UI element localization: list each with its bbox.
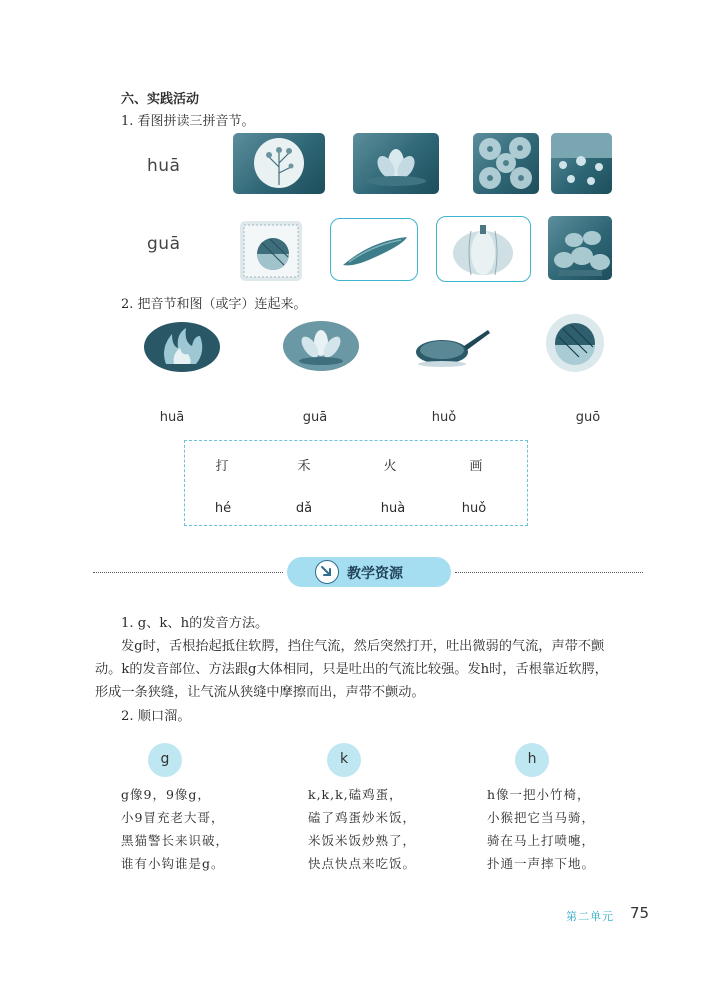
syllable-label: huā [159,410,185,425]
character-cell: 火 [383,459,397,474]
syllable-label: guō [575,410,601,425]
footer-unit: 第二单元 [566,910,614,923]
page-number: 75 [630,904,650,922]
letter-circle-g: g [148,743,182,777]
character-cell: 禾 [297,459,311,474]
rhyme-k [308,783,416,875]
row-guā-label: guā [147,234,181,254]
row-huā-label: huā [147,156,181,176]
character-pinyin-box [184,440,528,526]
rhyme-line: 黑猫警长来识破， [121,833,230,848]
lotus-icon [283,321,359,371]
task-2-title: 2. 把音节和图（或字）连起来。 [121,297,307,312]
rhyme-line: 小9冒充老大哥， [121,810,225,825]
flower-field-icon [551,133,612,194]
arrow-down-right-icon [315,560,339,584]
divider-right [455,572,643,573]
rhyme-line: k,k,k,磕鸡蛋， [308,787,403,802]
resource-item-1-title: 1. g、k、h的发音方法。 [121,616,269,631]
pinyin-cell: dǎ [295,501,313,516]
cucumber-icon [330,218,418,281]
watermelon-icon [545,313,605,373]
syllable-label: guā [302,410,328,425]
character-cell: 打 [215,459,229,474]
fire-icon [144,322,220,372]
watermelon-stamp-icon [240,221,302,281]
rhyme-line: 米饭米饭炒熟了， [308,833,417,848]
flower-painting-icon [233,133,325,194]
letter-circle-h: h [515,743,549,777]
frying-pan-icon [412,320,492,370]
pumpkin-icon [436,216,531,282]
rhyme-line: 小猴把它当马骑， [487,810,596,825]
letter-circle-k: k [327,743,361,777]
rhyme-line: 快点快点来吃饭。 [308,856,417,871]
section-title: 六、实践活动 [121,92,200,107]
resource-item-2-title: 2. 顺口溜。 [121,709,191,724]
pinyin-cell: hé [214,501,232,516]
syllable-label: huǒ [431,410,457,425]
rhyme-line: 扑通一声摔下地。 [487,856,596,871]
rhyme-line: 谁有小钩谁是g。 [121,856,225,871]
rhyme-line: h像一把小竹椅， [487,787,591,802]
rhyme-line: 磕了鸡蛋炒米饭， [308,810,417,825]
rhyme-line: g像9，9像g， [121,787,211,802]
resource-paragraph-line: 发g时，舌根抬起抵住软腭，挡住气流，然后突然打开，吐出微弱的气流，声带不颤 [121,639,605,654]
pinyin-cell: huà [380,501,406,516]
divider-left [93,572,283,573]
melons-pile-icon [548,216,612,280]
resource-banner [287,557,451,587]
resource-banner-text: 教学资源 [347,566,403,582]
task-1-title: 1. 看图拼读三拼音节。 [121,114,255,129]
resource-paragraph-line: 形成一条狭缝，让气流从狭缝中摩擦而出，声带不颤动。 [95,685,425,700]
rhyme-g [121,783,229,875]
rhyme-line: 骑在马上打喷嚏， [487,833,596,848]
chrysanthemum-icon [473,133,539,194]
pinyin-cell: huǒ [461,501,487,516]
character-cell: 画 [469,459,483,474]
rhyme-h [487,783,595,875]
lotus-flower-icon [353,133,439,194]
resource-paragraph-line: 动。k的发音部位、方法跟g大体相同，只是吐出的气流比较强。发h时，舌根靠近软腭， [95,662,608,677]
